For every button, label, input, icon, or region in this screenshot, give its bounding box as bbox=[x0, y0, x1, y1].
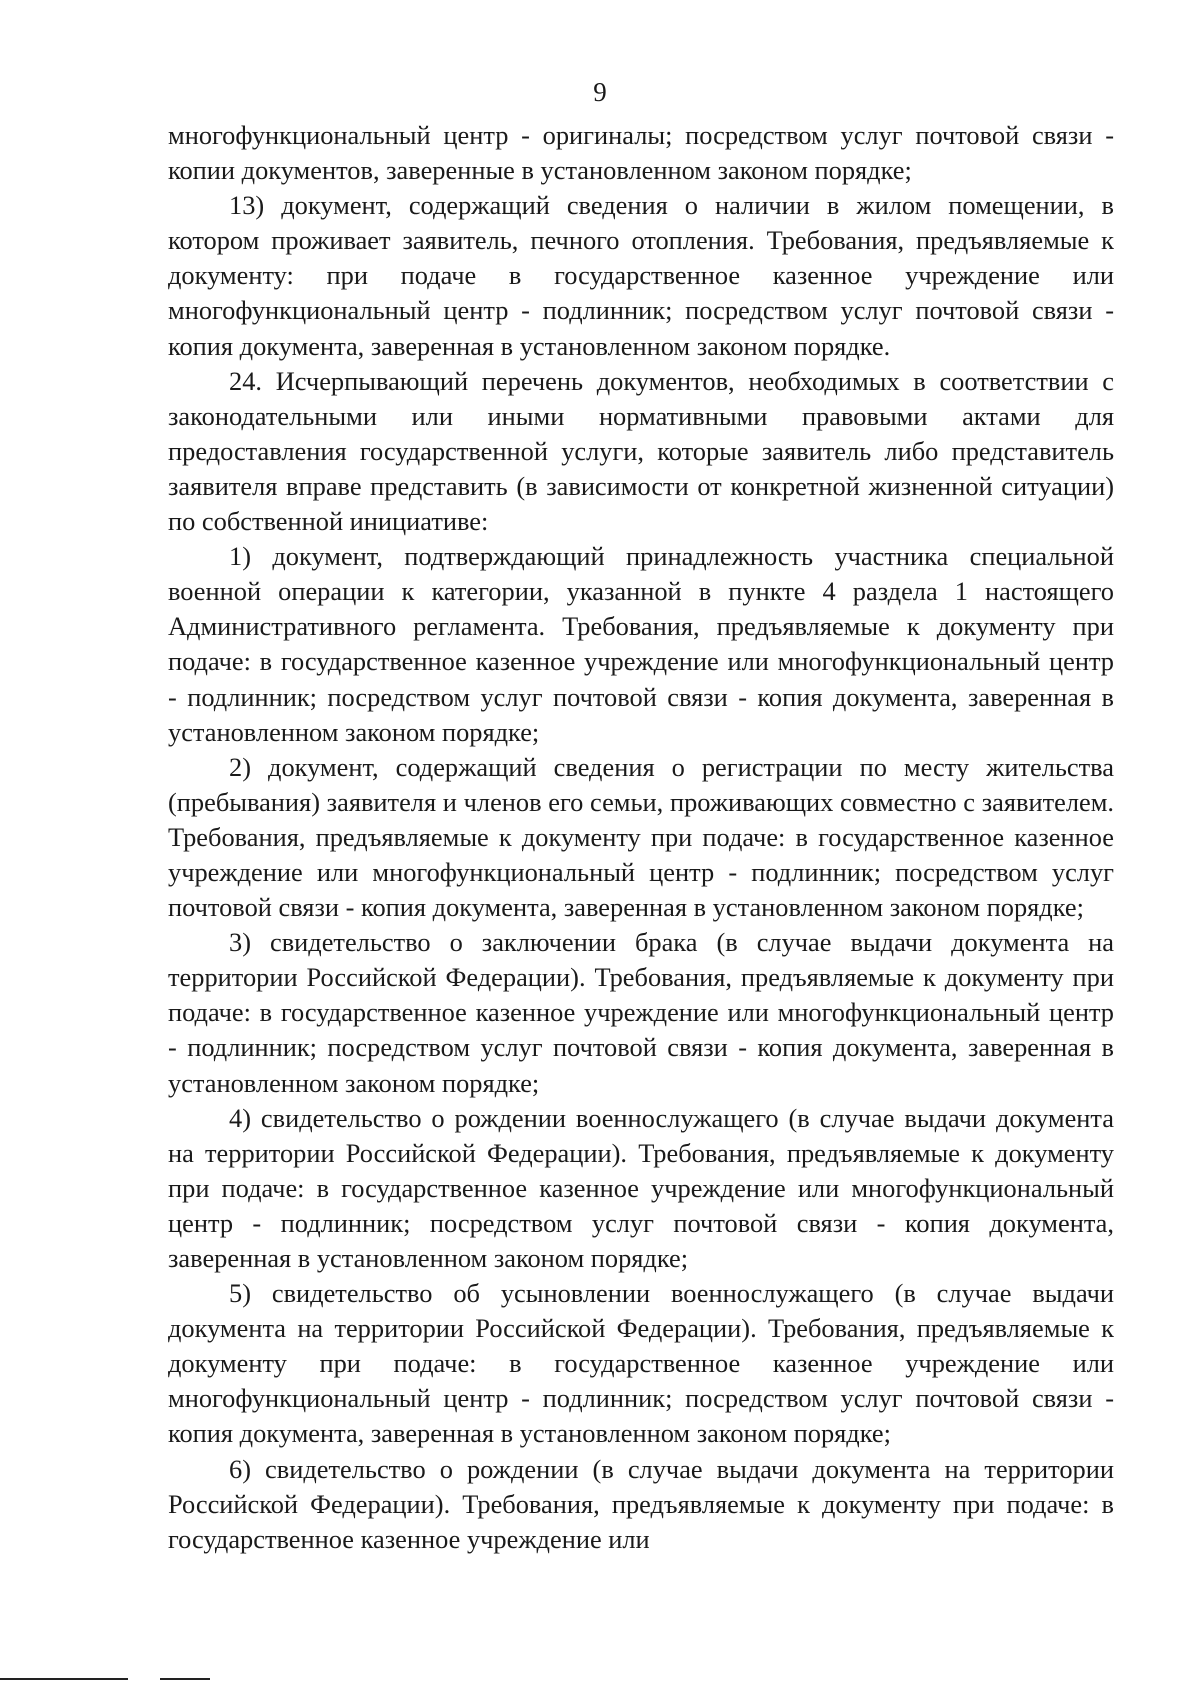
paragraph-item-2: 2) документ, содержащий сведения о регистрации по месту жительства (пребывания) заявителя и членов его семьи, проживающих совместно с заявителем. Требования, предъявляемые к документу при подаче: в государственное казенное учреждение или многофункциональный центр - подлинник; посредством услуг почтовой связи - копия документа, заверенная в установленном законом порядке; bbox=[168, 751, 1114, 923]
document-body bbox=[168, 118, 1114, 1557]
footer-rule bbox=[160, 1678, 210, 1680]
paragraph-item-3: 3) свидетельство о заключении брака (в случае выдачи документа на территории Российской Федерации). Требования, предъявляемые к документу при подаче: в государственное казенное учреждение или многофункциональный центр - подлинник; посредством услуг почтовой связи - копия документа, заверенная в установленном законом порядке; bbox=[168, 927, 1114, 1098]
footer-rule bbox=[0, 1678, 128, 1680]
page-number: 9 bbox=[593, 77, 607, 107]
paragraph-item-6: 6) свидетельство о рождении (в случае выдачи документа на территории Российской Федерации). Требования, предъявляемые к документу при подаче: в государственное казенное учреждение или bbox=[168, 1453, 1114, 1554]
paragraph-section-24: 24. Исчерпывающий перечень документов, необходимых в соответствии с законодательными или иными нормативными правовыми актами для предоставления государственной услуги, которые заявитель либо представитель заявителя вправе представить (в зависимости от конкретной жизненной ситуации) по собственной инициативе: bbox=[168, 365, 1114, 537]
paragraph-continuation: многофункциональный центр - оригиналы; посредством услуг почтовой связи - копии документов, заверенные в установленном законом порядке; bbox=[168, 120, 1114, 186]
paragraph-item-5: 5) свидетельство об усыновлении военнослужащего (в случае выдачи документа на территории Российской Федерации). Требования, предъявляемые к документу при подаче: в государственное казенное учреждение или многофункциональный центр - подлинник; посредством услуг почтовой связи - копия документа, заверенная в установленном законом порядке; bbox=[168, 1278, 1114, 1449]
paragraph-item-13: 13) документ, содержащий сведения о наличии в жилом помещении, в котором проживает заявитель, печного отопления. Требования, предъявляемые к документу: при подаче в государственное казенное учреждение или многофункциональный центр - подлинник; посредством услуг почтовой связи - копия документа, заверенная в установленном законом порядке. bbox=[168, 190, 1114, 361]
paragraph-item-4: 4) свидетельство о рождении военнослужащего (в случае выдачи документа на территории Российской Федерации). Требования, предъявляемые к документу при подаче: в государственное казенное учреждение или многофункциональный центр - подлинник; посредством услуг почтовой связи - копия документа, заверенная в установленном законом порядке; bbox=[168, 1102, 1114, 1273]
paragraph-item-1: 1) документ, подтверждающий принадлежность участника специальной военной операции к категории, указанной в пункте 4 раздела 1 настоящего Административного регламента. Требования, предъявляемые к документу при подаче: в государственное казенное учреждение или многофункциональный центр - подлинник; посредством услуг почтовой связи - копия документа, заверенная в установленном законом порядке; bbox=[168, 541, 1114, 747]
